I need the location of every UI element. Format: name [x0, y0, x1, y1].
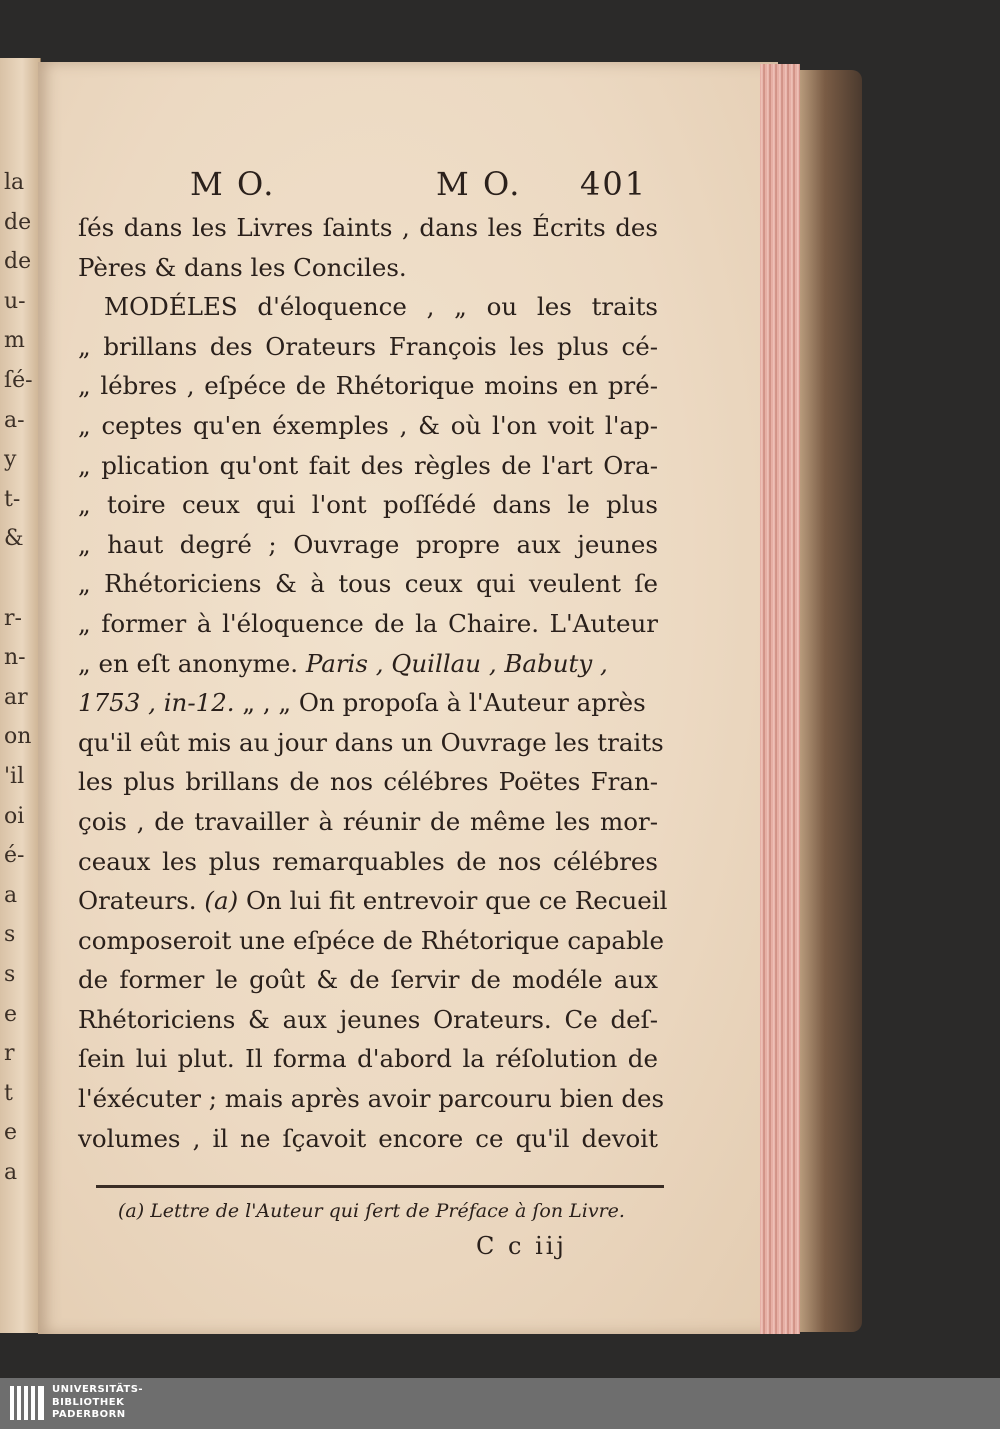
text-segment: On lui fit entrevoir que ce Recueil — [245, 886, 668, 916]
text-line: ceaux les plus remarquables de nos célébres — [78, 846, 658, 876]
previous-page-fragment: oi — [4, 803, 25, 829]
text-line: „ Rhétoriciens & à tous ceux qui veulent ſe — [78, 569, 658, 599]
previous-page-fragment: s — [4, 962, 16, 987]
library-name — [52, 1384, 143, 1422]
text-line: „ toire ceux qui l'ont poſſédé dans le plus — [78, 490, 658, 520]
text-segment: „ , „ On propoſa à l'Auteur après — [242, 688, 646, 718]
previous-page-fragment: m — [4, 328, 25, 354]
text-line: ſés dans les Livres ſaints , dans les Écrits des — [78, 213, 658, 242]
header-right: M O. — [436, 165, 522, 203]
footnote: (a) Lettre de l'Auteur qui ſert de Préface à ſon Livre. — [118, 1200, 625, 1222]
body-text — [78, 208, 668, 1158]
library-name-line: PADERBORN — [52, 1409, 126, 1420]
page-block-edges — [760, 64, 800, 1334]
text-line: „ former à l'éloquence de la Chaire. L'Auteur — [78, 608, 658, 638]
text-line: volumes , il ne ſçavoit encore ce qu'il devoit — [78, 1123, 658, 1153]
text-line: MODÉLES d'éloquence , „ ou les traits — [104, 292, 658, 322]
previous-page-fragment: la — [4, 170, 25, 195]
previous-page-fragment: e — [4, 1120, 18, 1146]
previous-page-fragment: t — [4, 1080, 13, 1106]
text-line: „ haut degré ; Ouvrage propre aux jeunes — [78, 529, 658, 559]
footnote-reference: (a) — [204, 886, 239, 916]
text-line: „ plication qu'ont fait des règles de l'art Ora- — [78, 450, 658, 480]
text-line — [78, 683, 658, 723]
previous-page-fragment: de — [4, 249, 32, 275]
text-line: ſein lui plut. Il forma d'abord la réſolution de — [78, 1044, 658, 1074]
previous-page-fragment: a — [4, 1160, 18, 1185]
text-line — [78, 644, 658, 684]
previous-page-fragment: u- — [4, 288, 26, 314]
previous-page-fragment: ſé- — [4, 368, 33, 393]
text-line: l'éxécuter ; mais après avoir parcouru bien des — [78, 1084, 665, 1114]
previous-page-edge — [0, 58, 41, 1333]
text-line: „ ceptes qu'en éxemples , & où l'on voit l'ap- — [78, 410, 658, 440]
imprint-year: 1753 , in-12. — [78, 688, 235, 718]
text-line: Rhétoriciens & aux jeunes Orateurs. Ce deſ- — [78, 1004, 658, 1034]
text-line: „ brillans des Orateurs François les plus cé- — [78, 331, 658, 361]
book-cover-edge — [800, 70, 862, 1332]
previous-page-fragment: t- — [4, 486, 21, 512]
previous-page-fragment: a — [4, 882, 18, 908]
previous-page-fragment: a- — [4, 407, 25, 433]
previous-page-fragment: & — [4, 526, 24, 552]
previous-page-fragment: r — [4, 1041, 15, 1067]
footnote-rule — [96, 1185, 664, 1188]
library-footer — [0, 1378, 1000, 1429]
header-left: M O. — [190, 165, 276, 203]
previous-page-fragment: e — [4, 1001, 18, 1027]
library-name-line: UNIVERSITÄTS- — [52, 1384, 144, 1395]
previous-page-fragment: ar — [4, 684, 28, 710]
library-logo-icon — [10, 1386, 46, 1420]
previous-page-fragment: r- — [4, 605, 22, 631]
library-name-line: BIBLIOTHEK — [52, 1396, 125, 1408]
text-segment: „ en eſt anonyme. — [78, 648, 299, 678]
signature-mark: C c iij — [476, 1232, 567, 1260]
previous-page-fragment: é- — [4, 843, 25, 869]
text-line: Pères & dans les Conciles. — [78, 252, 407, 282]
text-line: qu'il eût mis au jour dans un Ouvrage les traits — [78, 727, 664, 757]
previous-page-fragment: on — [4, 724, 32, 750]
previous-page-fragment: 'il — [4, 764, 25, 789]
previous-page-fragment: y — [4, 447, 17, 473]
previous-page-fragment: s — [4, 922, 16, 948]
text-line: de former le goût & de ſervir de modéle aux — [78, 965, 658, 995]
previous-page-fragment: de — [4, 209, 32, 235]
text-segment: Orateurs. — [78, 886, 197, 916]
text-line: „ lébres , eſpéce de Rhétorique moins en pré- — [78, 371, 658, 401]
previous-page-fragment: n- — [4, 645, 26, 671]
imprint-publishers: Paris , Quillau , Babuty , — [305, 648, 608, 678]
page-number: 401 — [580, 165, 648, 203]
text-line: les plus brillans de nos célébres Poëtes Fran- — [78, 767, 658, 797]
text-line — [78, 881, 668, 921]
text-line: composeroit une eſpéce de Rhétorique capable — [78, 925, 664, 955]
text-line: çois , de travailler à réunir de même les mor- — [78, 806, 658, 836]
